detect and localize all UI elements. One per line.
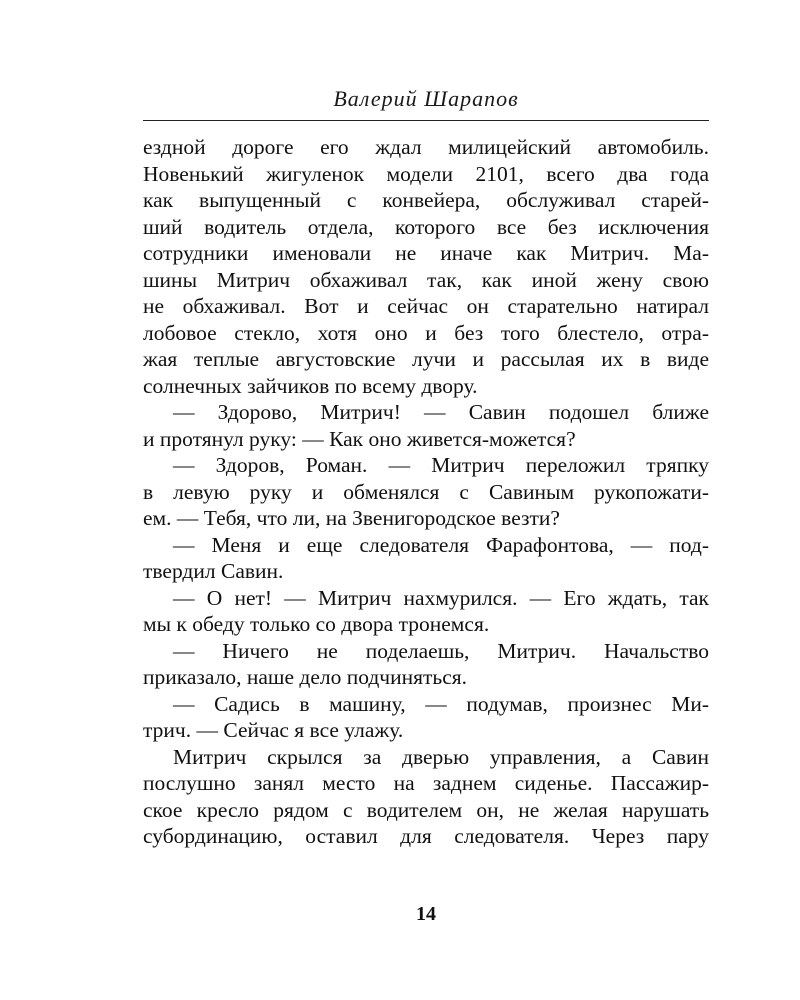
text-line: твердил Савин.: [143, 559, 284, 583]
text-line: сотрудники именовали не иначе как Митрич. Ма-: [143, 241, 709, 265]
text-line: — Здоров, Роман. — Митрич переложил тряпку: [173, 453, 709, 477]
text-line: трич. — Сейчас я все улажу.: [143, 718, 404, 742]
header-rule: [143, 120, 709, 121]
text-line: мы к обеду только со двора тронемся.: [143, 612, 490, 636]
running-head-author: Валерий Шарапов: [333, 86, 519, 111]
text-line: ездной дороге его ждал милицейский автомобиль.: [143, 135, 709, 159]
text-line: Новенький жигуленок модели 2101, всего два года: [143, 161, 709, 186]
text-line: как выпущенный с конвейера, обслуживал старей-: [143, 188, 709, 212]
text-line: и протянул руку: — Как оно живется-можется?: [143, 426, 576, 451]
text-line: ское кресло рядом с водителем он, не желая нарушать: [143, 797, 709, 822]
text-line: Митрич скрылся за дверью управления, а Савин: [173, 744, 709, 769]
text-line: ем. — Тебя, что ли, на Звенигородское везти?: [143, 506, 560, 530]
text-line: лобовое стекло, хотя оно и без того блестело, отра-: [143, 320, 709, 345]
text-line: — Меня и еще следователя Фарафонтова, — под-: [173, 532, 709, 557]
text-line: — Ничего не поделаешь, Митрич. Начальство: [173, 638, 709, 663]
page-number: 14: [416, 903, 436, 925]
text-line: послушно занял место на заднем сиденье. Пассажир-: [143, 771, 709, 795]
text-line: — Садись в машину, — подумав, произнес Ми-: [173, 691, 709, 716]
text-line: жая теплые августовские лучи и рассылая их в виде: [143, 347, 709, 371]
text-line: солнечных зайчиков по всему двору.: [143, 373, 478, 398]
text-line: не обхаживал. Вот и сейчас он старательно натирал: [143, 294, 709, 318]
text-line: субординацию, оставил для следователя. Через пару: [143, 824, 709, 848]
text-line: приказало, наше дело подчиняться.: [143, 665, 468, 689]
body-text: [143, 134, 709, 850]
text-line: — Здорово, Митрич! — Савин подошел ближе: [173, 400, 709, 424]
text-line: в левую руку и обменялся с Савиным рукопожати-: [143, 479, 709, 504]
text-line: шины Митрич обхаживал так, как иной жену свою: [143, 267, 709, 292]
text-line: — О нет! — Митрич нахмурился. — Его ждать, так: [173, 585, 709, 610]
text-line: ший водитель отдела, которого все без исключения: [143, 214, 709, 239]
